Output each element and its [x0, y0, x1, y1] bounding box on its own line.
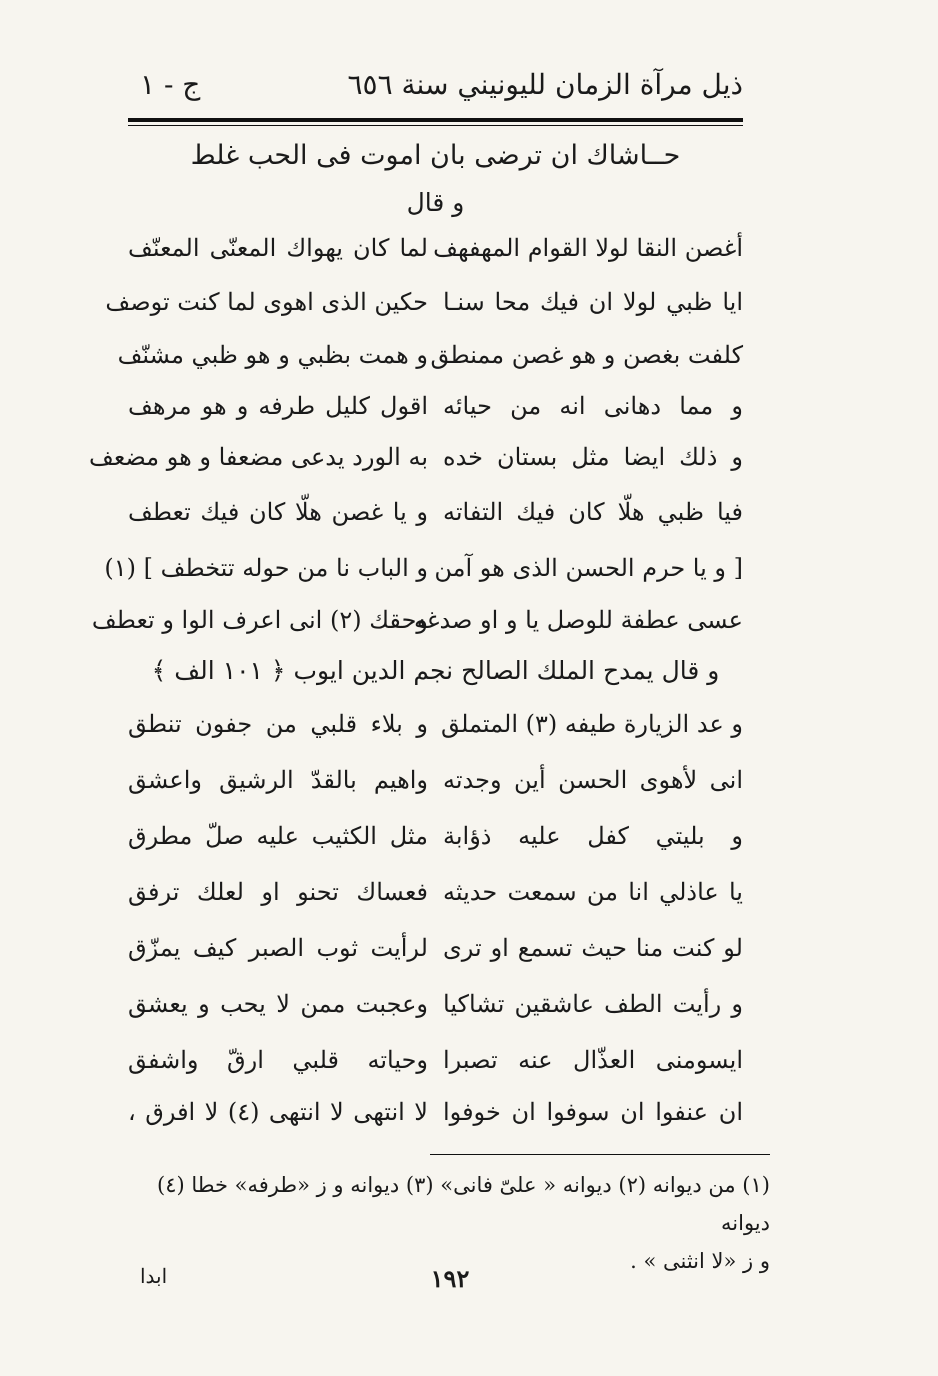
verse-second-hemistich: وحقك (٢) انى اعرف الوا و تعطف	[91, 606, 428, 634]
verse-first-hemistich: فيا ظبي هلّا كان فيك التفاته	[443, 498, 743, 526]
verse-first-hemistich: يا عاذلي انا من سمعت حديثه	[443, 878, 743, 906]
verse-second-hemistich: به الورد يدعى مضعفا و هو مضعف	[88, 443, 428, 471]
verse-line	[128, 1046, 743, 1086]
verse-second-hemistich: وحياته قلبي ارقّ واشفق	[128, 1046, 428, 1074]
verse-line	[128, 498, 743, 538]
verse-line	[128, 934, 743, 974]
verse-line	[104, 554, 743, 594]
verse-line	[128, 766, 743, 806]
verse-first-hemistich: ايسومنى العذّال عنه تصبرا	[443, 1046, 743, 1074]
running-header	[128, 62, 743, 108]
header-rule-thin	[128, 125, 743, 126]
verse-first-hemistich: و رأيت الطف عاشقين تشاكيا	[443, 990, 743, 1018]
verse-second-hemistich: و الباب نا من حوله تتخطف ] (١)	[104, 554, 428, 582]
verse-line	[128, 1098, 743, 1138]
verse-second-hemistich: اقول كليل طرفه و هو مرهف	[128, 392, 428, 420]
verse-second-hemistich: واهيم بالقدّ الرشيق واعشق	[128, 766, 428, 794]
verse-first-hemistich: عسى عطفة للوصل يا و او صدغه	[414, 606, 743, 634]
verse-line	[128, 710, 743, 750]
verse-first-hemistich: ايا ظبي لولا ان فيك محا سنـا	[443, 288, 743, 316]
page-number: ١٩٢	[430, 1264, 470, 1293]
verse-second-hemistich: لا انتهى لا انتهى (٤) لا افرق ،	[128, 1098, 428, 1126]
verse-line	[128, 822, 743, 862]
verse-first-hemistich: و عد الزيارة طيفه (٣) المتملق	[441, 710, 743, 738]
footnote-line: (١) من ديوانه (٢) ديوانه « علىّ فانى» (٣) ديوانه و ز «طرفه» خطا (٤) ديوانه	[157, 1173, 770, 1235]
volume-label: ج - ١	[140, 68, 201, 101]
footnote-rule	[430, 1154, 770, 1155]
verse-line	[128, 878, 743, 918]
verse-first-hemistich: و ذلك ايضا مثل بستان خده	[443, 443, 743, 471]
verse-second-hemistich: حكين الذى اهوى لما كنت توصف	[105, 288, 428, 316]
verse-second-hemistich: وعجبت ممن لا يحب و يعشق	[128, 990, 428, 1018]
verse-line	[105, 288, 743, 328]
verse-second-hemistich: و بلاء قلبي من جفون تنطق	[128, 710, 428, 738]
verse-line	[91, 606, 743, 646]
header-rule	[128, 118, 743, 122]
verse-first-hemistich: ان عنفوا ان سوفوا ان خوفوا	[443, 1098, 743, 1126]
intro-heading: و قال	[406, 188, 465, 217]
verse-second-hemistich: و يا غصن هلّا كان فيك تعطف	[128, 498, 428, 526]
header-title: ذيل مرآة الزمان لليونيني سنة ٦٥٦	[347, 68, 743, 101]
verse-second-hemistich: لرأيت ثوب الصبر كيف يمزّق	[128, 934, 428, 962]
intro-heading: و قال يمدح الملك الصالح نجم الدين ايوب ﴿ ١٠١ الف ﴾	[151, 656, 720, 685]
footnotes	[110, 1166, 770, 1280]
verse-first-hemistich: كلفت بغصن و هو غصن ممنطق	[430, 341, 743, 369]
verse-line	[88, 443, 743, 483]
verse-first-hemistich: انى لأهوى الحسن أين وجدته	[443, 766, 743, 794]
footnote-line: و ز «لا انثنى » .	[630, 1249, 770, 1273]
opening-line: حــاشاك ان ترضى بان اموت فى الحب غلط	[190, 140, 681, 171]
verse-first-hemistich: و مما دهانى انه من حيائه	[443, 392, 743, 420]
catchword: ابدا	[140, 1264, 168, 1288]
verse-first-hemistich: [ و يا حرم الحسن الذى هو آمن	[434, 554, 743, 582]
verse-line	[128, 234, 743, 274]
verse-line	[117, 341, 743, 381]
verse-second-hemistich: فعساك تحنو او لعلك ترفق	[128, 878, 428, 906]
verse-first-hemistich: لو كنت منا حيث تسمع او ترى	[443, 934, 743, 962]
verse-second-hemistich: لما كان يهواك المعنّى المعنّف	[128, 234, 428, 262]
verse-first-hemistich: أغصن النقا لولا القوام المهفهف	[433, 234, 743, 262]
verse-first-hemistich: و بليتي كفل عليه ذؤابة	[443, 822, 743, 850]
verse-line	[128, 392, 743, 432]
verse-second-hemistich: مثل الكثيب عليه صلّ مطرق	[128, 822, 428, 850]
verse-second-hemistich: و همت بظبي و هو ظبي مشنّف	[117, 341, 428, 369]
verse-line	[128, 990, 743, 1030]
